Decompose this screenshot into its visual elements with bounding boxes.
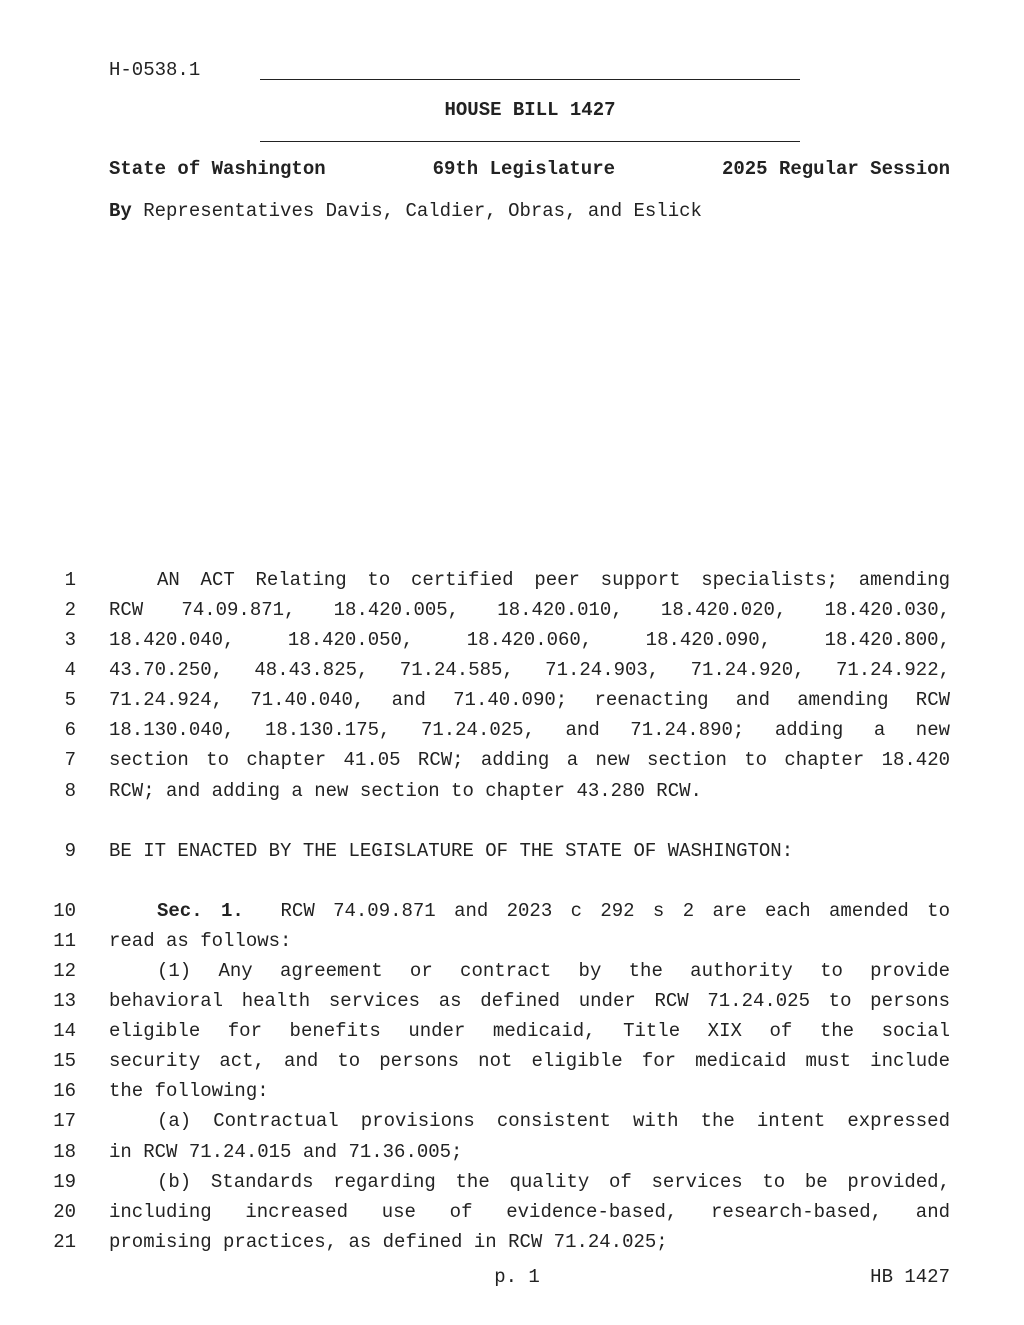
page-number: p. 1: [494, 1266, 540, 1288]
line-number: 2: [64, 599, 76, 621]
bill-line: security act, and to persons not eligible for medicaid must include: [109, 1050, 950, 1072]
title-rule-top: [260, 79, 800, 80]
line-number: 9: [64, 840, 76, 862]
bill-line: promising practices, as defined in RCW 71.24.025;: [109, 1231, 668, 1253]
legislature-number: 69th Legislature: [432, 158, 616, 180]
bill-line: (b) Standards regarding the quality of services to be provided,: [157, 1171, 950, 1193]
section-heading-line: [109, 900, 950, 922]
line-number: 8: [64, 780, 76, 802]
line-number: 11: [53, 930, 76, 952]
bill-line: including increased use of evidence-based, research-based, and: [109, 1201, 950, 1223]
bill-line: read as follows:: [109, 930, 292, 952]
bill-line: AN ACT Relating to certified peer support specialists; amending: [157, 569, 950, 591]
section-label: Sec. 1.: [157, 900, 244, 922]
bill-line: eligible for benefits under medicaid, Title XIX of the social: [109, 1020, 950, 1042]
line-number: 21: [53, 1231, 76, 1253]
bill-line: 71.24.924, 71.40.040, and 71.40.090; reenacting and amending RCW: [109, 689, 950, 711]
line-number: 13: [53, 990, 76, 1012]
bill-line: behavioral health services as defined under RCW 71.24.025 to persons: [109, 990, 950, 1012]
line-number: 20: [53, 1201, 76, 1223]
line-number: 10: [53, 900, 76, 922]
bill-line: the following:: [109, 1080, 269, 1102]
session-info-row: [109, 158, 950, 180]
line-number: 3: [64, 629, 76, 651]
state-name: State of Washington: [109, 158, 326, 180]
bill-line: 18.130.040, 18.130.175, 71.24.025, and 71.24.890; adding a new: [109, 719, 950, 741]
line-number: 4: [64, 659, 76, 681]
bill-line: 43.70.250, 48.43.825, 71.24.585, 71.24.903, 71.24.920, 71.24.922,: [109, 659, 950, 681]
title-rule-bottom: [260, 141, 800, 142]
footer-bill-id: HB 1427: [870, 1266, 950, 1288]
sponsors-prefix: By: [109, 200, 132, 222]
line-number: 5: [64, 689, 76, 711]
line-number: 19: [53, 1171, 76, 1193]
bill-line: 18.420.040, 18.420.050, 18.420.060, 18.420.090, 18.420.800,: [109, 629, 950, 651]
line-number: 17: [53, 1110, 76, 1132]
line-number: 16: [53, 1080, 76, 1102]
bill-line: section to chapter 41.05 RCW; adding a new section to chapter 18.420: [109, 749, 950, 771]
section-amend-text: RCW 74.09.871 and 2023 c 292 s 2 are each amended to: [280, 900, 950, 922]
bill-line: RCW 74.09.871, 18.420.005, 18.420.010, 18.420.020, 18.420.030,: [109, 599, 950, 621]
enacting-clause: BE IT ENACTED BY THE LEGISLATURE OF THE STATE OF WASHINGTON:: [109, 840, 794, 862]
sponsors-line: [109, 200, 702, 222]
line-number: 12: [53, 960, 76, 982]
line-number: 18: [53, 1141, 76, 1163]
line-number: 6: [64, 719, 76, 741]
line-number: 7: [64, 749, 76, 771]
line-number: 14: [53, 1020, 76, 1042]
bill-line: RCW; and adding a new section to chapter 43.280 RCW.: [109, 780, 702, 802]
session-name: 2025 Regular Session: [721, 158, 950, 180]
line-number: 1: [64, 569, 76, 591]
bill-title: HOUSE BILL 1427: [444, 99, 616, 121]
bill-line: in RCW 71.24.015 and 71.36.005;: [109, 1141, 463, 1163]
bill-line: (a) Contractual provisions consistent with the intent expressed: [157, 1110, 950, 1132]
document-code: H-0538.1: [109, 59, 201, 81]
sponsors-list: Representatives Davis, Caldier, Obras, and Eslick: [143, 200, 702, 222]
bill-line: (1) Any agreement or contract by the authority to provide: [157, 960, 950, 982]
line-number: 15: [53, 1050, 76, 1072]
